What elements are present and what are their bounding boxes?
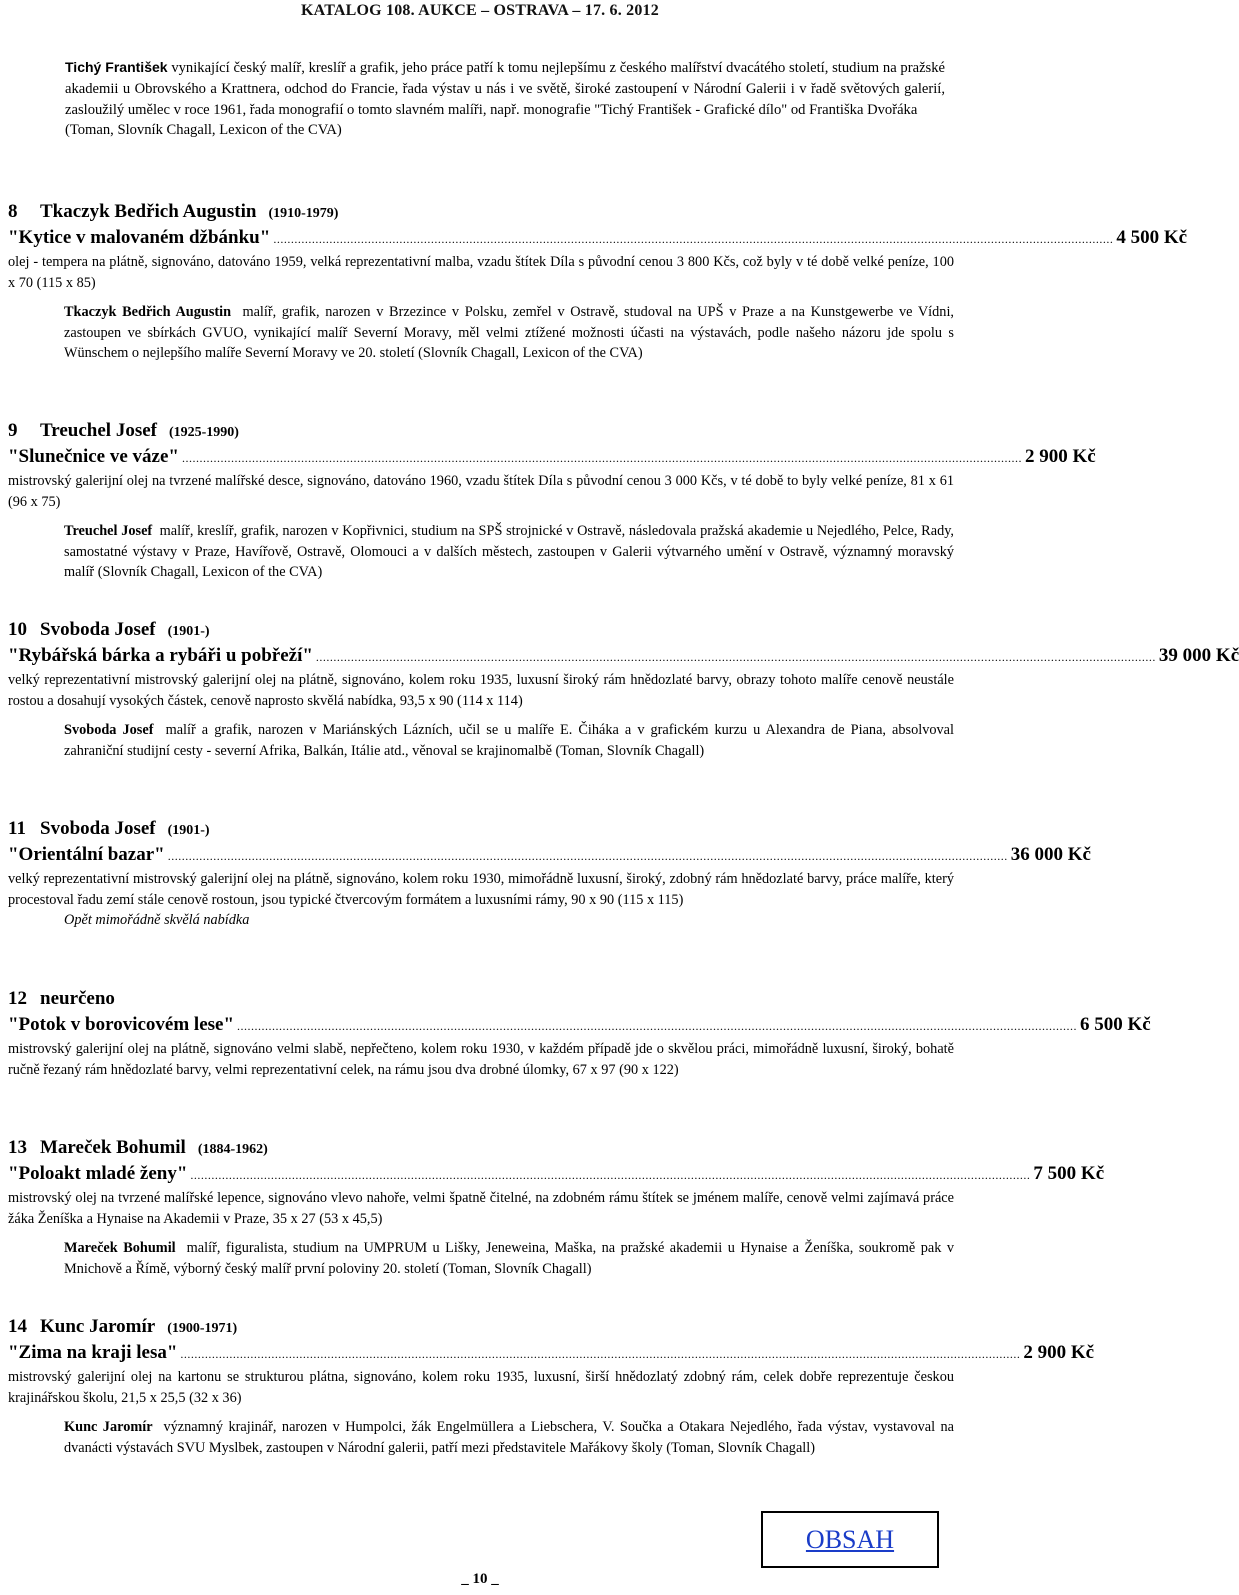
lot-description: velký reprezentativní mistrovský galerijní olej na plátně, signováno, kolem roku 1935, luxusní široký rám hnědozlaté barvy, obrazy tohoto malíře cenově neustále rostou a dosahují vysokých částek, cenově naprosto skvělá nabídka, 93,5 x 90 (114 x 114) [8,672,954,709]
intro-text: vynikající český malíř, kreslíř a grafik, jeho práce patří k tomu nejlepšímu z českého malířství dvacátého století, studium na pražské akademii u Obrovského a Krattnera, odchod do Francie, řada výstav u nás i ve světě, široké zastoupení v Národní Galerii i v řadě světových galerií, zasloužilý umělec v roce 1961, řada monografií o tomto slavném malíři, např. monografie "Tichý František - Grafické dílo" od Františka Dvořáka [65,60,946,118]
lot-dates: (1901-) [167,624,210,639]
lot-artist-bio [64,1238,954,1279]
lot-11 [8,817,1091,931]
lot-header [8,419,954,445]
lot-title-row [8,644,1239,669]
catalog-header: KATALOG 108. AUKCE – OSTRAVA – 17. 6. 2012 [301,2,659,19]
lot-number: 14 [8,1316,27,1337]
lot-title-row [8,1341,1095,1366]
lot-artist: Tkaczyk Bedřich Augustin [40,201,257,222]
lot-artist: neurčeno [40,988,115,1009]
lot-artist: Svoboda Josef [40,818,156,839]
lot-dates: (1910-1979) [268,206,339,221]
bio-text: malíř a grafik, narozen v Mariánských Lázních, učil se u malíře E. Čiháka a v grafickém kurzu u Alexandra de Piana, absolvoval zahraniční studijní cesty - severní Afrika, Balkán, Itálie atd., věnoval se krajinomalbě (Toman, Slovník Chagall) [64,722,954,759]
lot-artist-bio [64,521,954,583]
lot-description: mistrovský olej na tvrzené malířské lepence, signováno vlevo nahoře, velmi špatně čitelné, na zdobném rámu štítek se jménem malíře, cenově velmi zajímavá práce žáka Ženíška a Hynaise na Akademii v Praze, 35 x 27 (53 x 45,5) [8,1190,954,1227]
lot-description: mistrovský galerijní olej na plátně, signováno velmi slabě, nepřečteno, kolem roku 1930, v každém případě jde o skvělou práci, mimořádně luxusní, široký, bohatě ručně řezaný rám hnědozlaté barvy, velmi reprezentativní celek, na rámu jsou dva drobné úlomky, 67 x 97 (90 x 122) [8,1041,954,1078]
lot-title: "Potok v borovicovém lese" [8,1014,235,1035]
lot-price: 4 500 Kč [1116,227,1188,248]
lot-10 [8,618,1239,761]
lot-price: 2 900 Kč [1024,446,1096,467]
bio-text: malíř, grafik, narozen v Brzezince v Polsku, zemřel v Ostravě, studoval na UPŠ v Praze a na Kunstgewerbe ve Vídni, zastoupen ve sbírkách GVUO, vynikající malíř Severní Moravy, měl velmi ztížené možnosti účasti na výstavách, podle našeho názoru jde spolu s Wünschem o nejlepšího malíře Severní Moravy ve 20. století (Slovník Chagall, Lexicon of the CVA) [64,304,954,361]
leader-dots: ................................................................................................................................................................................................................................................ [273,232,1114,246]
lot-title-row [8,445,1096,470]
lot-dates: (1901-) [167,823,210,838]
lot-price: 2 900 Kč [1023,1342,1095,1363]
lot-header [8,1136,954,1162]
leader-dots: ................................................................................................................................................................................................................................................ [315,650,1156,664]
leader-dots: ................................................................................................................................................................................................................................................ [190,1168,1031,1182]
lot-artist-bio [64,720,954,761]
lot-header [8,200,954,226]
lot-title: "Zima na kraji lesa" [8,1342,178,1363]
lot-description: mistrovský galerijní olej na kartonu se strukturou plátna, signováno, kolem roku 1935, luxusní, širší hnědozlatý zdobný rám, celek dobře reprezentuje českou krajinářskou školu, 21,5 x 25,5 (32 x 36) [8,1369,954,1406]
lot-9 [8,419,1096,583]
lot-header [8,987,954,1013]
bio-name: Kunc Jaromír [64,1419,153,1435]
lot-number: 12 [8,988,27,1009]
lot-title: "Orientální bazar" [8,844,165,865]
lot-dates: (1925-1990) [168,425,239,440]
lot-8 [8,200,1188,364]
lot-note: Opět mimořádně skvělá nabídka [64,912,250,928]
lot-dates: (1884-1962) [197,1142,268,1157]
bio-name: Treuchel Josef [64,523,153,539]
leader-dots: ................................................................................................................................................................................................................................................ [167,849,1008,863]
lot-number: 9 [8,420,18,441]
lot-artist-bio [64,1417,954,1458]
bio-text: malíř, kreslíř, grafik, narozen v Kopřivnici, studium na SPŠ strojnické v Ostravě, následovala pražská akademie u Nejedlého, Pelce, Rady, samostatné výstavy v Praze, Havířově, Ostravě, Olomouci a v dalších městech, zastoupen v Galerii výtvarného umění v Ostravě, významný moravský malíř (Slovník Chagall, Lexicon of the CVA) [64,523,955,580]
lot-description: velký reprezentativní mistrovský galerijní olej na plátně, signováno, kolem roku 1930, mimořádně luxusní, široký, zdobný rám hnědozlaté barvy, práce malíře, který procestoval řadu zemí stále cenově rostoun, jsou typické čtvercovým formátem a luxusními rámy, 90 x 90 (115 x 115) [8,871,954,908]
leader-dots: ................................................................................................................................................................................................................................................ [181,451,1022,465]
lot-title: "Slunečnice ve váze" [8,446,179,467]
lot-artist-bio [64,302,954,364]
lot-12 [8,987,1151,1080]
lot-title-row [8,226,1188,251]
lot-price: 39 000 Kč [1158,645,1239,666]
lot-artist: Svoboda Josef [40,619,156,640]
lot-description: mistrovský galerijní olej na tvrzené malířské desce, signováno, datováno 1960, vzadu štítek Díla s původní cenou 3 000 Kčs, v té době to byly velké peníze, 81 x 61 (96 x 75) [8,473,954,510]
table-of-contents-button[interactable] [761,1511,939,1568]
lot-title-row [8,1013,1151,1038]
lot-header [8,618,954,644]
lot-artist: Treuchel Josef [40,420,157,441]
lot-price: 7 500 Kč [1033,1163,1105,1184]
lot-title: "Kytice v malovaném džbánku" [8,227,271,248]
lot-price: 36 000 Kč [1010,844,1091,865]
bio-text: malíř, figuralista, studium na UMPRUM u Lišky, Jeneweina, Maška, na pražské akademii u Hynaise a Ženíška, soukromě pak v Mnichově a Římě, výborný český malíř první poloviny 20. století (Toman, Slovník Chagall) [64,1240,954,1277]
intro-artist-bio [65,57,945,141]
lot-14 [8,1315,1095,1458]
lot-header [8,817,954,843]
bio-name: Svoboda Josef [64,722,154,738]
lot-title-row [8,1162,1105,1187]
intro-source: (Toman, Slovník Chagall, Lexicon of the CVA) [65,122,342,139]
lot-title: "Poloakt mladé ženy" [8,1163,188,1184]
page-number: _ 10 _ [461,1571,499,1587]
lot-number: 11 [8,818,26,839]
lot-number: 13 [8,1137,27,1158]
lot-artist: Mareček Bohumil [40,1137,186,1158]
lot-title-row [8,843,1091,868]
leader-dots: ................................................................................................................................................................................................................................................ [180,1347,1021,1361]
leader-dots: ................................................................................................................................................................................................................................................ [237,1019,1078,1033]
bio-name: Mareček Bohumil [64,1240,176,1256]
lot-price: 6 500 Kč [1080,1014,1151,1035]
lot-title: "Rybářská bárka a rybáři u pobřeží" [8,645,313,666]
lot-artist: Kunc Jaromír [40,1316,156,1337]
lot-number: 8 [8,201,18,222]
bio-text: významný krajinář, narozen v Humpolci, žák Engelmüllera a Liebschera, V. Součka a Otakara Nejedlého, řada výstav, vystavoval na dvanácti výstavách SVU Myslbek, zastoupen v Národní galerii, patří mezi představitele Mařákovy školy (Toman, Slovník Chagall) [64,1419,954,1456]
lot-header [8,1315,954,1341]
lot-number: 10 [8,619,27,640]
lot-dates: (1900-1971) [167,1321,238,1336]
intro-artist-name: Tichý František [65,59,168,75]
obsah-link[interactable]: OBSAH [805,1524,895,1554]
bio-name: Tkaczyk Bedřich Augustin [64,304,232,320]
lot-description: olej - tempera na plátně, signováno, datováno 1959, velká reprezentativní malba, vzadu štítek Díla s původní cenou 3 800 Kčs, což byly v té době velké peníze, 100 x 70 (115 x 85) [8,254,954,291]
lot-13 [8,1136,1105,1279]
